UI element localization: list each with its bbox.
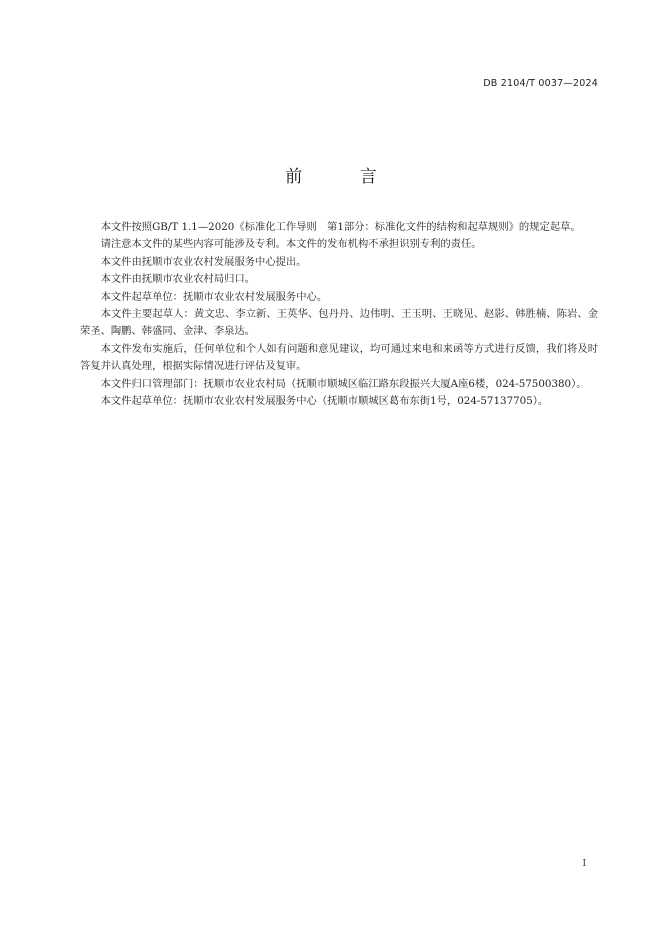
- foreword-body: [80, 219, 598, 410]
- page-title: 前 言: [285, 167, 403, 187]
- paragraph-main-drafters: 本文件主要起草人：黄文忠、李立新、王英华、包丹丹、边伟明、王玉明、王晓见、赵影、韩胜楠、陈岩、金荣圣、陶鹏、韩盛同、金津、李泉达。: [80, 308, 598, 338]
- document-code: DB 2104/T 0037—2024: [483, 78, 598, 89]
- page-number: I: [582, 859, 586, 869]
- paragraph-patent-notice: 请注意本文件的某些内容可能涉及专利。本文件的发布机构不承担识别专利的责任。: [100, 238, 482, 251]
- paragraph-feedback: 本文件发布实施后，任何单位和个人如有问题和意见建议，均可通过来电和来函等方式进行反馈，我们将及时答复并认真处理，根据实际情况进行评估及复审。: [80, 342, 598, 373]
- paragraph-drafting-rules: 本文件按照GB/T 1.1—2020《标准化工作导则 第1部分：标准化文件的结构和起草规则》的规定起草。: [100, 221, 581, 233]
- paragraph-drafting-unit: 本文件起草单位：抚顺市农业农村发展服务中心。: [100, 290, 328, 303]
- paragraph-drafting-unit-contact: 本文件起草单位：抚顺市农业农村发展服务中心（抚顺市顺城区葛布东街1号，024-57137705）。: [100, 395, 549, 408]
- paragraph-proposer: 本文件由抚顺市农业农村发展服务中心提出。: [100, 255, 307, 268]
- paragraph-centralized-by: 本文件由抚顺市农业农村局归口。: [100, 273, 256, 286]
- paragraph-management-department: 本文件归口管理部门：抚顺市农业农村局（抚顺市顺城区临江路东段振兴大厦A座6楼，024-57500380）。: [100, 377, 587, 390]
